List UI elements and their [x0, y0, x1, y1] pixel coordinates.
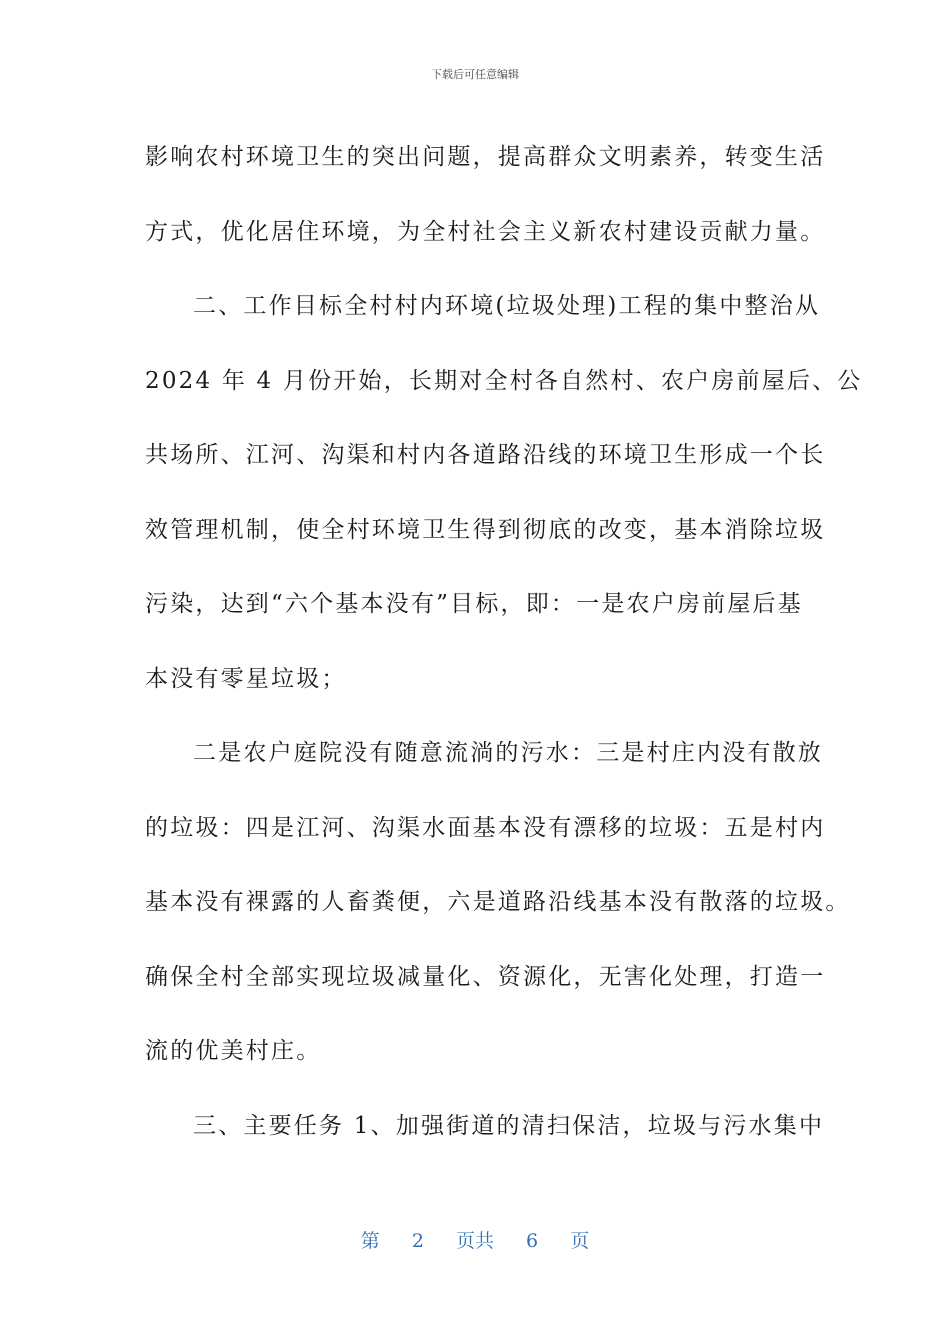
current-page-number: 2: [411, 1230, 424, 1252]
text-line: 三、主要任务 1、加强街道的清扫保洁，垃圾与污水集中: [193, 1112, 825, 1139]
text-line: 污染，达到“六个基本没有”目标，即：一是农户房前屋后基: [145, 591, 803, 617]
text-line: 方式，优化居住环境，为全村社会主义新农村建设贡献力量。: [145, 218, 826, 245]
page-prefix: 第: [360, 1230, 380, 1252]
paragraph-3: [145, 716, 851, 1089]
text-line: 二是农户庭院没有随意流淌的污水：三是村庄内没有散放: [193, 740, 823, 766]
page-header: 下载后可任意编辑: [431, 68, 519, 81]
text-line: 影响农村环境卫生的突出问题，提高群众文明素养，转变生活: [145, 144, 826, 170]
paragraph-1: [145, 120, 826, 269]
total-page-number: 6: [526, 1230, 539, 1252]
text-line: 基本没有裸露的人畜粪便，六是道路沿线基本没有散落的垃圾。: [145, 889, 851, 915]
paragraph-2: [145, 269, 863, 716]
page-footer: [0, 1226, 950, 1253]
text-line: 二、工作目标全村村内环境(垃圾处理)工程的集中整治从: [193, 293, 821, 319]
text-line: 效管理机制，使全村环境卫生得到彻底的改变，基本消除垃圾: [145, 516, 826, 543]
text-line: 共场所、江河、沟渠和村内各道路沿线的环境卫生形成一个长: [145, 442, 826, 468]
text-line: 确保全村全部实现垃圾减量化、资源化，无害化处理，打造一: [145, 963, 826, 990]
text-line: 的垃圾：四是江河、沟渠水面基本没有漂移的垃圾：五是村内: [145, 814, 826, 841]
document-body: [145, 120, 863, 1163]
paragraph-4: [145, 1089, 825, 1164]
page-middle: 页共: [455, 1230, 494, 1252]
page-suffix: 页: [570, 1230, 590, 1252]
text-line: 流的优美村庄。: [145, 1038, 322, 1064]
text-line: 本没有零星垃圾；: [145, 665, 347, 692]
text-line: 2024 年 4 月份开始，长期对全村各自然村、农户房前屋后、公: [145, 367, 863, 394]
